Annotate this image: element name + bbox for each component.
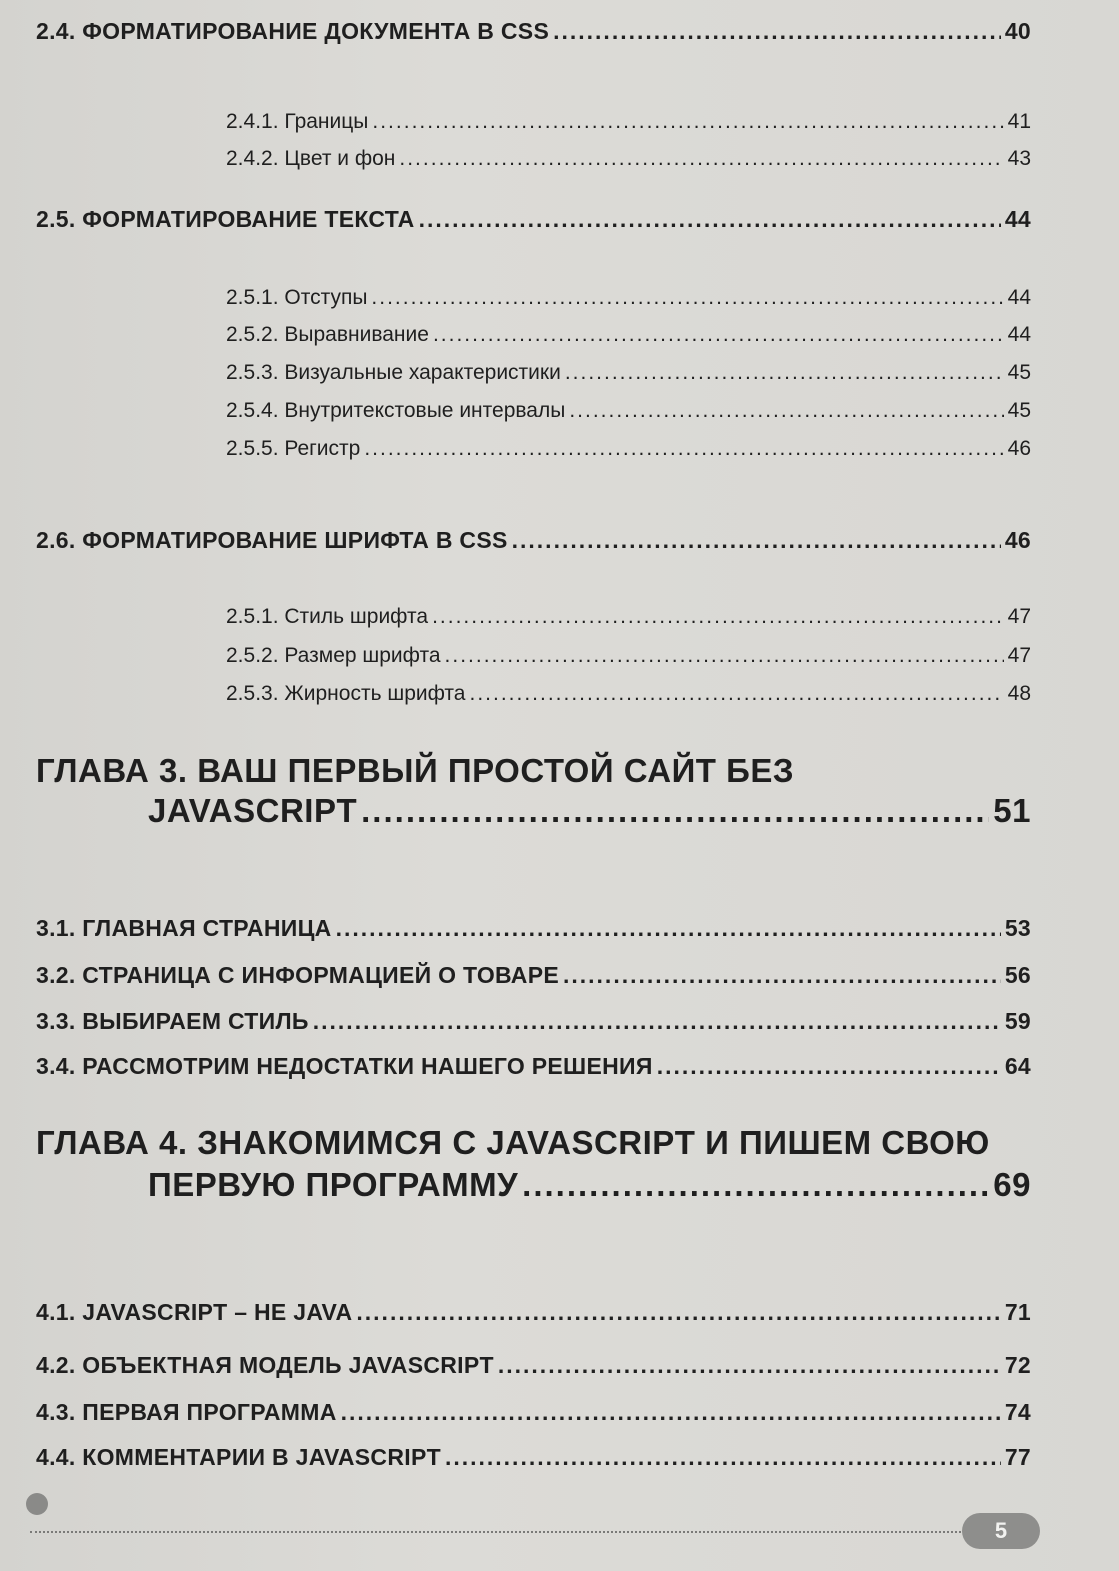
toc-entry-2-5-5[interactable]	[226, 437, 1031, 461]
toc-page-number: 69	[993, 1166, 1031, 1203]
toc-entry-2-4-2[interactable]	[226, 147, 1031, 171]
toc-entry-4-1[interactable]	[36, 1299, 1031, 1326]
footer-dotted-rule	[30, 1531, 965, 1533]
dot-leader	[657, 1053, 1001, 1080]
toc-title: 2.5.3. Визуальные характеристики	[226, 361, 561, 384]
dot-leader	[399, 147, 1003, 171]
toc-page-number: 51	[993, 792, 1031, 829]
toc-title: 2.4. ФОРМАТИРОВАНИЕ ДОКУМЕНТА В CSS	[36, 18, 550, 44]
toc-title: 2.5.2. Выравнивание	[226, 323, 429, 346]
toc-title: 2.4.1. Границы	[226, 110, 369, 133]
toc-title: 4.1. JAVASCRIPT – НЕ JAVA	[36, 1299, 353, 1325]
toc-title: ПЕРВУЮ ПРОГРАММУ	[148, 1166, 519, 1203]
toc-entry-4-2[interactable]	[36, 1352, 1031, 1379]
chapter-4-heading[interactable]: ГЛАВА 4. ЗНАКОМИМСЯ С JAVASCRIPT И ПИШЕМ СВОЮ	[36, 1124, 990, 1161]
toc-title: JAVASCRIPT	[148, 792, 358, 829]
dot-leader	[356, 1299, 1000, 1326]
toc-title: 2.6. ФОРМАТИРОВАНИЕ ШРИФТА В CSS	[36, 527, 508, 553]
toc-entry-3-1[interactable]	[36, 915, 1031, 942]
toc-page-number: 47	[1007, 605, 1031, 628]
dot-leader	[361, 792, 989, 830]
toc-entry-2-5-2[interactable]	[226, 323, 1031, 347]
toc-page-number: 48	[1007, 682, 1031, 705]
dot-leader	[498, 1352, 1001, 1379]
toc-entry-3-3[interactable]	[36, 1008, 1031, 1035]
toc-title: 2.5. ФОРМАТИРОВАНИЕ ТЕКСТА	[36, 206, 415, 232]
dot-leader	[371, 286, 1003, 310]
toc-entry-2-6-3[interactable]	[226, 682, 1031, 706]
toc-title: 2.5.2. Размер шрифта	[226, 644, 441, 667]
chapter-3-heading[interactable]: ГЛАВА 3. ВАШ ПЕРВЫЙ ПРОСТОЙ САЙТ БЕЗ	[36, 752, 795, 789]
dot-leader	[563, 962, 1001, 989]
toc-page-number: 71	[1004, 1299, 1031, 1325]
toc-title: 3.1. ГЛАВНАЯ СТРАНИЦА	[36, 915, 332, 941]
toc-title: 2.5.1. Отступы	[226, 286, 368, 309]
dot-leader	[432, 605, 1004, 629]
toc-page-number: 45	[1007, 361, 1031, 384]
toc-entry-2-6-2[interactable]	[226, 644, 1031, 668]
toc-title: 3.3. ВЫБИРАЕМ СТИЛЬ	[36, 1008, 309, 1034]
toc-title: 2.5.1. Стиль шрифта	[226, 605, 429, 628]
toc-page-number: 46	[1007, 437, 1031, 460]
toc-entry-2-4[interactable]	[36, 18, 1031, 45]
dot-leader	[569, 399, 1003, 423]
dot-leader	[419, 206, 1001, 233]
dot-leader	[313, 1008, 1001, 1035]
toc-title: 3.4. РАССМОТРИМ НЕДОСТАТКИ НАШЕГО РЕШЕНИЯ	[36, 1053, 653, 1079]
dot-leader	[433, 323, 1004, 347]
toc-entry-4-4[interactable]	[36, 1444, 1031, 1471]
toc-title: 4.4. КОММЕНТАРИИ В JAVASCRIPT	[36, 1444, 441, 1470]
dot-leader	[445, 644, 1004, 668]
toc-entry-3-2[interactable]	[36, 962, 1031, 989]
toc-title: 2.5.5. Регистр	[226, 437, 361, 460]
toc-page-number: 72	[1004, 1352, 1031, 1378]
toc-entry-2-6-1[interactable]	[226, 605, 1031, 629]
dot-leader	[445, 1444, 1001, 1471]
toc-title: 2.4.2. Цвет и фон	[226, 147, 396, 170]
footer-bullet-icon	[26, 1493, 48, 1515]
toc-page-number: 44	[1007, 323, 1031, 346]
toc-title: 3.2. СТРАНИЦА С ИНФОРМАЦИЕЙ О ТОВАРЕ	[36, 962, 559, 988]
page-number-badge: 5	[962, 1513, 1040, 1549]
toc-entry-2-5-3[interactable]	[226, 361, 1031, 385]
dot-leader	[336, 915, 1001, 942]
toc-page-number: 53	[1004, 915, 1031, 941]
toc-entry-2-5[interactable]	[36, 206, 1031, 233]
dot-leader	[372, 110, 1003, 134]
dot-leader	[553, 18, 1001, 45]
toc-page-number: 43	[1007, 147, 1031, 170]
toc-title: 2.5.4. Внутритекстовые интервалы	[226, 399, 566, 422]
toc-page-number: 59	[1004, 1008, 1031, 1034]
dot-leader	[522, 1166, 989, 1204]
toc-entry-3-4[interactable]	[36, 1053, 1031, 1080]
toc-page-number: 46	[1004, 527, 1031, 553]
toc-title: 2.5.3. Жирность шрифта	[226, 682, 466, 705]
toc-page-number: 64	[1004, 1053, 1031, 1079]
chapter-4-heading-cont[interactable]	[148, 1166, 1031, 1204]
toc-entry-2-4-1[interactable]	[226, 110, 1031, 134]
toc-page-number: 47	[1007, 644, 1031, 667]
dot-leader	[565, 361, 1004, 385]
chapter-3-heading-cont[interactable]	[148, 792, 1031, 830]
toc-title: 4.2. ОБЪЕКТНАЯ МОДЕЛЬ JAVASCRIPT	[36, 1352, 494, 1378]
toc-page-number: 41	[1007, 110, 1031, 133]
toc-page-number: 74	[1004, 1399, 1031, 1425]
toc-entry-4-3[interactable]	[36, 1399, 1031, 1426]
toc-entry-2-5-1[interactable]	[226, 286, 1031, 310]
toc-title: 4.3. ПЕРВАЯ ПРОГРАММА	[36, 1399, 337, 1425]
toc-entry-2-6[interactable]	[36, 527, 1031, 554]
dot-leader	[512, 527, 1001, 554]
toc-page-number: 56	[1004, 962, 1031, 988]
dot-leader	[341, 1399, 1001, 1426]
dot-leader	[469, 682, 1003, 706]
toc-entry-2-5-4[interactable]	[226, 399, 1031, 423]
dot-leader	[364, 437, 1003, 461]
toc-page-number: 40	[1004, 18, 1031, 44]
toc-page-number: 44	[1004, 206, 1031, 232]
toc-page-number: 77	[1004, 1444, 1031, 1470]
toc-page-number: 44	[1007, 286, 1031, 309]
toc-page-number: 45	[1007, 399, 1031, 422]
